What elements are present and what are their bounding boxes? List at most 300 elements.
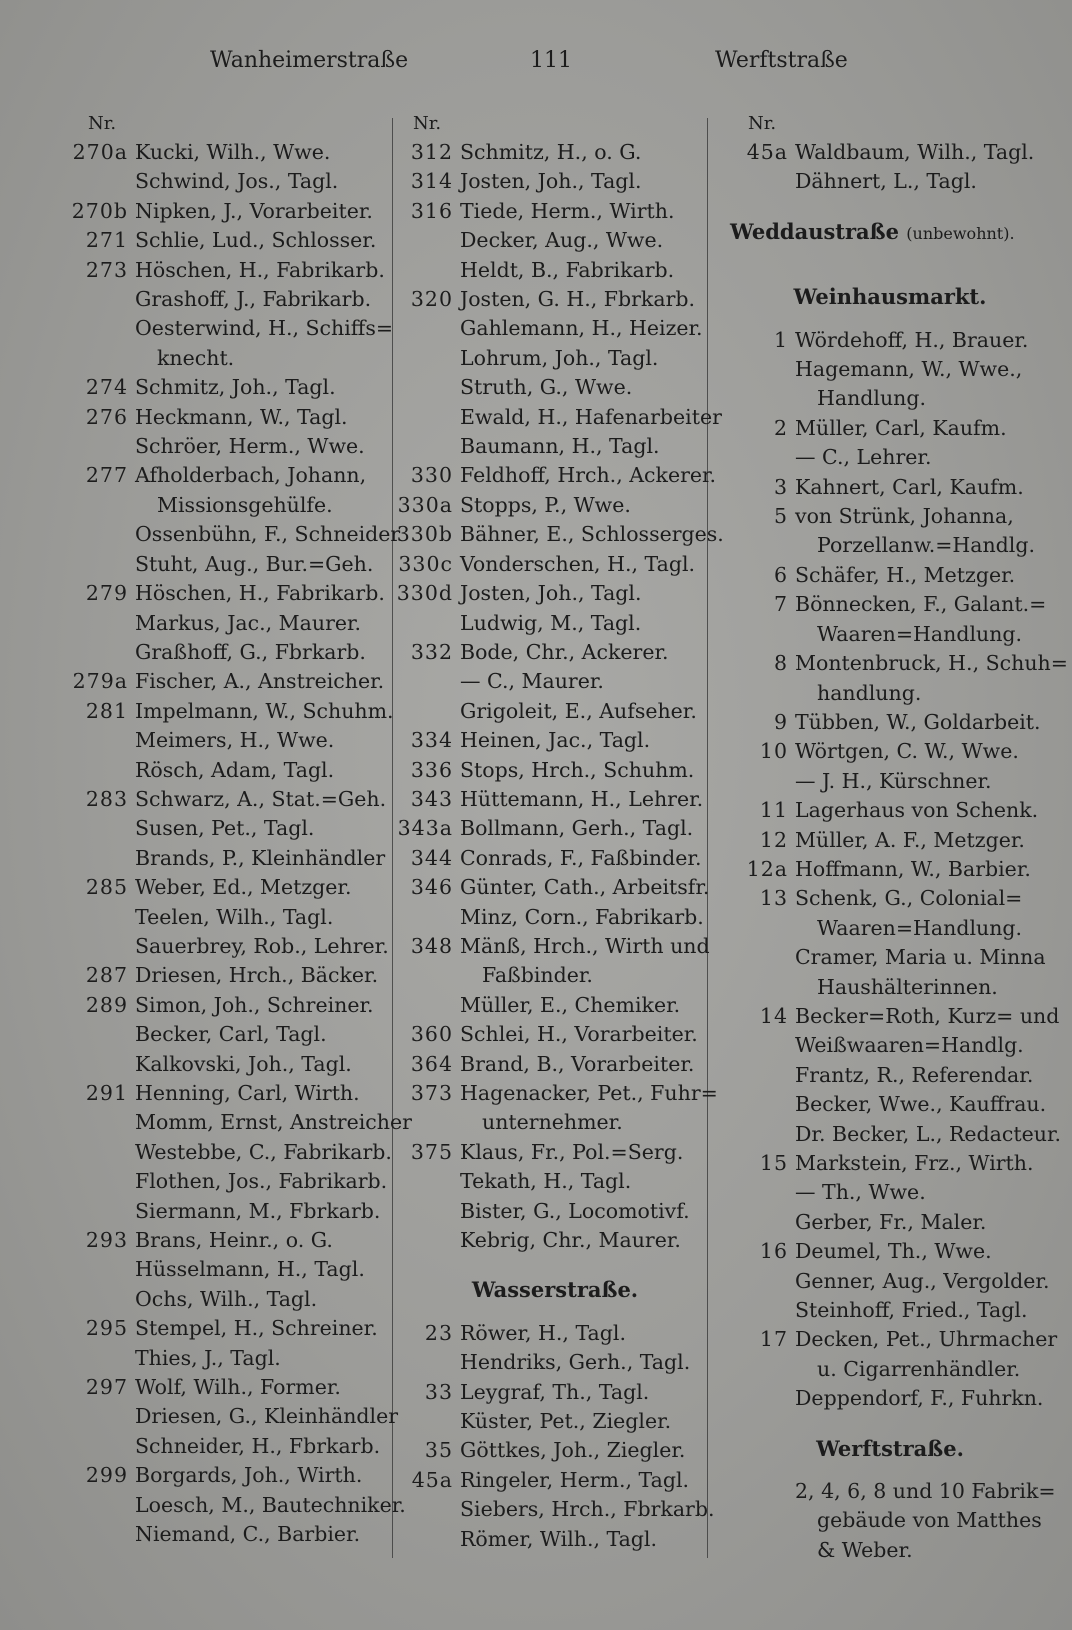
resident-text: von Strünk, Johanna, bbox=[795, 504, 1014, 529]
house-number: 276 bbox=[85, 404, 128, 429]
resident-text: Höschen, H., Fabrikarb. bbox=[135, 257, 385, 282]
resident-text: Driesen, G., Kleinhändler bbox=[135, 1404, 399, 1429]
resident-text: Deppendorf, F., Fuhrkn. bbox=[795, 1386, 1044, 1411]
resident-text: Brans, Heinr., o. G. bbox=[135, 1228, 333, 1253]
house-number: 6 bbox=[773, 562, 788, 587]
directory-entry bbox=[70, 432, 390, 461]
resident-text: Ewald, H., Hafenarbeiter bbox=[460, 404, 722, 429]
house-number: 293 bbox=[85, 1228, 128, 1253]
directory-entry bbox=[395, 1525, 715, 1554]
house-number: 9 bbox=[773, 709, 788, 734]
section-gap bbox=[395, 1255, 715, 1275]
resident-text: Waaren=Handlung. bbox=[817, 915, 1023, 940]
house-number bbox=[395, 1226, 460, 1255]
house-number: 343a bbox=[397, 816, 453, 841]
house-number bbox=[70, 432, 135, 461]
directory-entry bbox=[70, 1255, 390, 1284]
house-number: 12a bbox=[746, 856, 788, 881]
directory-entry bbox=[395, 609, 715, 638]
house-number bbox=[70, 314, 135, 343]
resident-text: — J. H., Kürschner. bbox=[795, 768, 992, 793]
resident-text: Römer, Wilh., Tagl. bbox=[460, 1526, 658, 1551]
resident-text: Missionsgehülfe. bbox=[157, 492, 333, 517]
directory-entry bbox=[395, 226, 715, 255]
directory-entry bbox=[730, 649, 1068, 678]
directory-entry bbox=[70, 197, 390, 226]
resident-text: Schmitz, H., o. G. bbox=[460, 140, 642, 164]
directory-entry bbox=[730, 855, 1050, 884]
house-number: 10 bbox=[759, 739, 788, 764]
directory-entry bbox=[70, 1079, 390, 1108]
house-number: 17 bbox=[759, 1327, 788, 1352]
resident-text: Thies, J., Tagl. bbox=[135, 1345, 281, 1370]
directory-entry bbox=[730, 1061, 1050, 1090]
resident-text: & Weber. bbox=[817, 1537, 913, 1562]
house-number: 12 bbox=[759, 827, 788, 852]
house-number bbox=[730, 973, 795, 1002]
resident-text: Wördehoff, H., Brauer. bbox=[795, 327, 1029, 352]
resident-text: Tiede, Herm., Wirth. bbox=[460, 198, 675, 223]
house-number: 330a bbox=[397, 492, 453, 517]
directory-entry bbox=[70, 1520, 390, 1549]
resident-text: Kebrig, Chr., Maurer. bbox=[460, 1228, 681, 1253]
directory-entry bbox=[70, 1226, 390, 1255]
street-heading-title: Weinhausmarkt. bbox=[793, 284, 987, 310]
house-number: 330 bbox=[410, 463, 453, 488]
directory-entry bbox=[70, 638, 390, 667]
directory-entry bbox=[730, 1090, 1050, 1119]
directory-entry bbox=[395, 1319, 715, 1348]
directory-entry bbox=[70, 785, 390, 814]
directory-entry bbox=[70, 314, 394, 343]
house-number bbox=[730, 167, 795, 196]
directory-entry bbox=[730, 708, 1050, 737]
house-number bbox=[395, 903, 460, 932]
house-number bbox=[70, 285, 135, 314]
house-number: 281 bbox=[85, 698, 128, 723]
house-number bbox=[70, 1108, 135, 1137]
resident-text: Deumel, Th., Wwe. bbox=[795, 1239, 992, 1264]
house-number bbox=[730, 679, 795, 708]
house-number: 330b bbox=[396, 522, 453, 547]
directory-entry bbox=[70, 1432, 390, 1461]
resident-text: Fischer, A., Anstreicher. bbox=[135, 669, 385, 694]
directory-entry bbox=[70, 344, 390, 373]
resident-text: Müller, A. F., Metzger. bbox=[795, 827, 1025, 852]
resident-text: Henning, Carl, Wirth. bbox=[135, 1081, 360, 1105]
resident-text: Ringeler, Herm., Tagl. bbox=[460, 1467, 690, 1492]
nr-label: Nr. bbox=[88, 113, 117, 134]
resident-text: Afholderbach, Johann, bbox=[135, 463, 367, 488]
house-number: 334 bbox=[410, 728, 453, 753]
directory-entry bbox=[395, 1108, 715, 1137]
house-number bbox=[70, 1050, 135, 1079]
house-number bbox=[730, 1208, 795, 1237]
resident-text: Schwind, Jos., Tagl. bbox=[135, 169, 339, 194]
resident-text: Niemand, C., Barbier. bbox=[135, 1522, 361, 1547]
street-heading bbox=[395, 1275, 715, 1304]
resident-text: Decker, Aug., Wwe. bbox=[460, 228, 664, 253]
directory-entry bbox=[730, 884, 1050, 913]
resident-text: Mänß, Hrch., Wirth und bbox=[460, 933, 710, 958]
house-number: 23 bbox=[424, 1320, 453, 1345]
house-number: 15 bbox=[759, 1151, 788, 1175]
resident-text: Tekath, H., Tagl. bbox=[460, 1169, 632, 1194]
street-heading-title: Wasserstraße. bbox=[471, 1277, 639, 1303]
resident-text: Küster, Pet., Ziegler. bbox=[460, 1409, 672, 1434]
directory-entry bbox=[395, 579, 715, 608]
directory-entry bbox=[395, 1348, 715, 1377]
directory-entry bbox=[70, 609, 390, 638]
directory-entry bbox=[730, 826, 1050, 855]
house-number bbox=[395, 403, 460, 432]
directory-entry bbox=[730, 384, 1050, 413]
resident-text: Schenk, G., Colonial= bbox=[795, 886, 1023, 911]
directory-entry bbox=[730, 796, 1050, 825]
directory-entry bbox=[730, 138, 1050, 167]
directory-entry bbox=[70, 697, 394, 726]
directory-entry bbox=[395, 961, 715, 990]
directory-entry bbox=[395, 1495, 715, 1524]
directory-entry bbox=[730, 1178, 1050, 1207]
directory-entry bbox=[70, 403, 390, 432]
resident-text: Schröer, Herm., Wwe. bbox=[135, 434, 365, 459]
resident-text: Nipken, J., Vorarbeiter. bbox=[135, 198, 373, 223]
resident-text: Graßhoff, G., Fbrkarb. bbox=[135, 639, 366, 664]
directory-entry bbox=[730, 737, 1050, 766]
house-number bbox=[70, 1491, 135, 1520]
resident-text: Meimers, H., Wwe. bbox=[135, 728, 335, 753]
directory-entry bbox=[70, 814, 390, 843]
street-heading-title: Weddaustraße bbox=[730, 218, 899, 244]
directory-entry bbox=[70, 1138, 390, 1167]
house-number: 5 bbox=[773, 504, 788, 529]
directory-entry bbox=[395, 726, 715, 755]
resident-text: Minz, Corn., Fabrikarb. bbox=[460, 904, 704, 929]
resident-text: Leygraf, Th., Tagl. bbox=[460, 1379, 650, 1404]
resident-text: Göttkes, Joh., Ziegler. bbox=[460, 1438, 686, 1463]
directory-entry bbox=[70, 550, 390, 579]
resident-text: Vonderschen, H., Tagl. bbox=[460, 551, 696, 576]
resident-text: Stopps, P., Wwe. bbox=[460, 492, 631, 517]
directory-entry bbox=[70, 844, 390, 873]
house-number bbox=[730, 1506, 795, 1535]
house-number bbox=[730, 1031, 795, 1060]
resident-text: Hagemann, W., Wwe., bbox=[795, 357, 1023, 382]
house-number bbox=[395, 697, 460, 726]
resident-text: Schlei, H., Vorarbeiter. bbox=[460, 1022, 698, 1047]
resident-text: — Th., Wwe. bbox=[795, 1180, 926, 1205]
directory-entry bbox=[730, 414, 1050, 443]
resident-text: Schmitz, Joh., Tagl. bbox=[135, 375, 336, 400]
directory-entry bbox=[730, 561, 1050, 590]
resident-text: unternehmer. bbox=[482, 1110, 623, 1135]
house-number: 320 bbox=[410, 287, 453, 312]
page-number: 111 bbox=[530, 48, 572, 73]
resident-text: Wörtgen, C. W., Wwe. bbox=[795, 739, 1019, 764]
house-number: 295 bbox=[85, 1316, 128, 1341]
street-heading bbox=[730, 282, 1050, 311]
resident-text: Bode, Chr., Ackerer. bbox=[460, 639, 669, 664]
directory-entry bbox=[730, 1296, 1050, 1325]
directory-entry bbox=[730, 1506, 1050, 1535]
directory-entry bbox=[395, 461, 715, 490]
street-heading bbox=[730, 1434, 1050, 1463]
section-gap bbox=[730, 248, 1050, 262]
resident-text: Höschen, H., Fabrikarb. bbox=[135, 581, 385, 606]
directory-entry bbox=[395, 491, 715, 520]
house-number: 343 bbox=[410, 786, 453, 811]
house-number bbox=[395, 1495, 460, 1524]
resident-text: Genner, Aug., Vergolder. bbox=[795, 1268, 1050, 1293]
directory-entry bbox=[70, 1314, 390, 1343]
directory-entry bbox=[395, 1050, 715, 1079]
house-number: 45a bbox=[411, 1467, 453, 1492]
resident-text: Faßbinder. bbox=[482, 963, 593, 988]
directory-entry bbox=[70, 1344, 390, 1373]
directory-entry bbox=[70, 256, 390, 285]
resident-text: Becker, Carl, Tagl. bbox=[135, 1022, 327, 1047]
resident-text: Stempel, H., Schreiner. bbox=[135, 1316, 378, 1341]
resident-text: Hüttemann, H., Lehrer. bbox=[460, 786, 704, 811]
house-number bbox=[70, 1138, 135, 1167]
directory-entry bbox=[730, 590, 1050, 619]
resident-text: 2, 4, 6, 8 und 10 Fabrik= bbox=[795, 1479, 1056, 1504]
house-number bbox=[70, 1255, 135, 1284]
house-number: 274 bbox=[85, 375, 128, 400]
house-number bbox=[70, 726, 135, 755]
directory-entry bbox=[70, 373, 390, 402]
directory-entry bbox=[730, 1355, 1050, 1384]
house-number: 279 bbox=[85, 581, 128, 606]
directory-entry bbox=[70, 461, 390, 490]
directory-entry bbox=[395, 844, 715, 873]
directory-entry bbox=[395, 1436, 715, 1465]
resident-text: Lohrum, Joh., Tagl. bbox=[460, 345, 659, 370]
house-number: 291 bbox=[85, 1081, 128, 1105]
house-number: 348 bbox=[410, 933, 453, 958]
column-2 bbox=[395, 110, 724, 1554]
directory-entry bbox=[730, 1120, 1062, 1149]
resident-text: Lagerhaus von Schenk. bbox=[795, 798, 1039, 823]
house-number: 289 bbox=[85, 992, 128, 1017]
house-number bbox=[730, 1296, 795, 1325]
house-number bbox=[730, 767, 795, 796]
directory-entry bbox=[730, 1325, 1058, 1354]
house-number: 330c bbox=[398, 551, 453, 576]
house-number bbox=[395, 961, 460, 990]
resident-text: Stuht, Aug., Bur.=Geh. bbox=[135, 551, 374, 576]
resident-text: Haushälterinnen. bbox=[817, 974, 998, 999]
house-number bbox=[730, 620, 795, 649]
nr-label: Nr. bbox=[413, 113, 442, 134]
directory-entry bbox=[395, 1167, 715, 1196]
directory-entry bbox=[395, 432, 715, 461]
resident-text: Cramer, Maria u. Minna bbox=[795, 945, 1046, 970]
directory-entry bbox=[730, 943, 1050, 972]
resident-text: Grashoff, J., Fabrikarb. bbox=[135, 287, 372, 312]
directory-entry bbox=[70, 138, 390, 167]
resident-text: Klaus, Fr., Pol.=Serg. bbox=[460, 1139, 684, 1164]
resident-text: Schlie, Lud., Schlosser. bbox=[135, 228, 377, 253]
house-number bbox=[70, 1020, 135, 1049]
directory-entry bbox=[70, 1491, 406, 1520]
house-number bbox=[730, 1061, 795, 1090]
directory-entry bbox=[395, 285, 715, 314]
header-left-street: Wanheimerstraße bbox=[210, 48, 409, 73]
resident-text: Flothen, Jos., Fabrikarb. bbox=[135, 1169, 388, 1194]
directory-entry bbox=[395, 1079, 718, 1108]
resident-text: Bollmann, Gerh., Tagl. bbox=[460, 816, 694, 841]
directory-entry bbox=[730, 1002, 1060, 1031]
directory-entry bbox=[395, 520, 724, 549]
directory-entry bbox=[395, 256, 715, 285]
house-number: 7 bbox=[773, 592, 788, 617]
directory-entry bbox=[730, 1031, 1050, 1060]
resident-text: Markstein, Frz., Wirth. bbox=[795, 1151, 1034, 1175]
house-number bbox=[395, 991, 460, 1020]
resident-text: gebäude von Matthes bbox=[817, 1508, 1042, 1533]
directory-entry bbox=[395, 197, 715, 226]
house-number bbox=[730, 943, 795, 972]
resident-text: Müller, Carl, Kaufm. bbox=[795, 415, 1007, 440]
house-number: 45a bbox=[746, 140, 788, 164]
directory-entry bbox=[730, 443, 1050, 472]
directory-entry bbox=[395, 873, 715, 902]
house-number bbox=[70, 609, 135, 638]
house-number bbox=[70, 167, 135, 196]
directory-entry bbox=[70, 1050, 390, 1079]
resident-text: Susen, Pet., Tagl. bbox=[135, 816, 315, 841]
house-number: 346 bbox=[410, 875, 453, 900]
house-number bbox=[395, 314, 460, 343]
resident-text: Schäfer, H., Metzger. bbox=[795, 562, 1016, 587]
directory-entry bbox=[395, 403, 722, 432]
resident-text: Simon, Joh., Schreiner. bbox=[135, 992, 374, 1017]
directory-entry bbox=[70, 167, 390, 196]
directory-entry bbox=[730, 1267, 1050, 1296]
resident-text: Becker, Wwe., Kauffrau. bbox=[795, 1092, 1047, 1117]
directory-entry bbox=[70, 726, 390, 755]
resident-text: Baumann, H., Tagl. bbox=[460, 434, 660, 459]
resident-text: Sauerbrey, Rob., Lehrer. bbox=[135, 933, 389, 958]
column-1 bbox=[70, 110, 412, 1550]
house-number bbox=[395, 344, 460, 373]
directory-entry bbox=[395, 667, 715, 696]
house-number bbox=[395, 667, 460, 696]
directory-entry bbox=[730, 620, 1050, 649]
directory-entry bbox=[395, 138, 715, 167]
directory-entry bbox=[395, 1378, 715, 1407]
directory-entry bbox=[395, 756, 715, 785]
house-number bbox=[70, 1285, 135, 1314]
directory-entry bbox=[395, 167, 715, 196]
resident-text: knecht. bbox=[157, 345, 235, 370]
resident-text: Dr. Becker, L., Redacteur. bbox=[795, 1121, 1062, 1146]
resident-text: Montenbruck, H., Schuh= bbox=[795, 651, 1068, 676]
resident-text: Kucki, Wilh., Wwe. bbox=[135, 140, 331, 164]
directory-entry bbox=[70, 1285, 390, 1314]
directory-entry bbox=[730, 973, 1050, 1002]
page-header bbox=[0, 48, 1072, 84]
house-number bbox=[395, 1407, 460, 1436]
resident-text: Tübben, W., Goldarbeit. bbox=[795, 709, 1041, 734]
house-number: 35 bbox=[424, 1438, 453, 1463]
directory-entry bbox=[395, 1020, 715, 1049]
resident-text: Ludwig, M., Tagl. bbox=[460, 610, 642, 635]
house-number: 3 bbox=[773, 474, 788, 499]
resident-text: Bönnecken, F., Galant.= bbox=[795, 592, 1047, 617]
directory-entry bbox=[395, 638, 715, 667]
resident-text: Markus, Jac., Maurer. bbox=[135, 610, 362, 635]
resident-text: Hendriks, Gerh., Tagl. bbox=[460, 1350, 691, 1375]
resident-text: Teelen, Wilh., Tagl. bbox=[135, 904, 334, 929]
house-number bbox=[730, 531, 795, 560]
directory-entry bbox=[70, 1373, 390, 1402]
resident-text: Hoffmann, W., Barbier. bbox=[795, 856, 1031, 881]
resident-text: handlung. bbox=[817, 680, 922, 705]
house-number bbox=[730, 384, 795, 413]
directory-entry bbox=[730, 1237, 1050, 1266]
resident-text: Westebbe, C., Fabrikarb. bbox=[135, 1139, 392, 1164]
directory-entry bbox=[395, 344, 715, 373]
directory-entry bbox=[70, 1108, 412, 1137]
resident-text: Kahnert, Carl, Kaufm. bbox=[795, 474, 1024, 499]
house-number: 270a bbox=[72, 140, 128, 164]
house-number bbox=[730, 1477, 795, 1506]
directory-entry bbox=[395, 991, 715, 1020]
resident-text: Momm, Ernst, Anstreicher bbox=[135, 1110, 412, 1135]
resident-text: Dähnert, L., Tagl. bbox=[795, 169, 977, 194]
directory-entry bbox=[70, 932, 390, 961]
directory-entry bbox=[395, 785, 715, 814]
resident-text: Driesen, Hrch., Bäcker. bbox=[135, 963, 379, 988]
resident-text: Bähner, E., Schlosserges. bbox=[460, 522, 724, 547]
house-number bbox=[730, 1178, 795, 1207]
resident-text: Handlung. bbox=[817, 386, 927, 411]
house-number bbox=[70, 1402, 135, 1431]
directory-entry bbox=[730, 1477, 1056, 1506]
resident-text: — C., Maurer. bbox=[460, 669, 604, 694]
resident-text: Conrads, F., Faßbinder. bbox=[460, 845, 702, 870]
house-number: 375 bbox=[410, 1139, 453, 1164]
house-number: 8 bbox=[773, 651, 788, 676]
section-gap bbox=[730, 312, 1050, 326]
directory-entry bbox=[70, 579, 390, 608]
nr-label: Nr. bbox=[748, 113, 777, 134]
resident-text: Kalkovski, Joh., Tagl. bbox=[135, 1051, 352, 1076]
resident-text: Frantz, R., Referendar. bbox=[795, 1062, 1034, 1087]
resident-text: Josten, Joh., Tagl. bbox=[460, 581, 642, 606]
house-number bbox=[70, 638, 135, 667]
resident-text: Stops, Hrch., Schuhm. bbox=[460, 757, 695, 782]
house-number bbox=[395, 1525, 460, 1554]
resident-text: Weber, Ed., Metzger. bbox=[135, 875, 352, 900]
directory-entry bbox=[730, 355, 1050, 384]
house-number: 297 bbox=[85, 1375, 128, 1400]
directory-entry bbox=[730, 1149, 1050, 1178]
resident-text: Schwarz, A., Stat.=Geh. bbox=[135, 786, 387, 811]
house-number bbox=[70, 844, 135, 873]
resident-text: Heinen, Jac., Tagl. bbox=[460, 728, 651, 753]
resident-text: Feldhoff, Hrch., Ackerer. bbox=[460, 463, 717, 488]
resident-text: Brands, P., Kleinhändler bbox=[135, 845, 386, 870]
house-number: 373 bbox=[410, 1081, 453, 1105]
street-heading-title: Werftstraße. bbox=[816, 1435, 964, 1461]
resident-text: Bister, G., Locomotivf. bbox=[460, 1198, 690, 1223]
directory-entry bbox=[730, 473, 1050, 502]
resident-text: Heckmann, W., Tagl. bbox=[135, 404, 348, 429]
